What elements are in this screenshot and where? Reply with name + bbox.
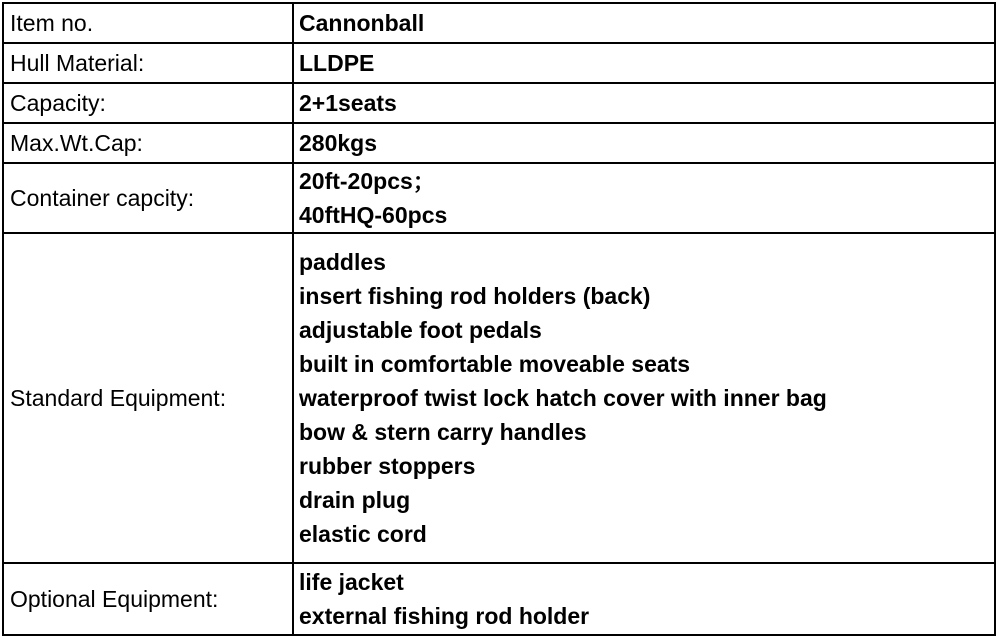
spec-row-hull-material: [3, 43, 995, 83]
row-label: Capacity:: [3, 83, 293, 123]
value-line: rubber stoppers: [299, 453, 476, 479]
row-label: Hull Material:: [3, 43, 293, 83]
value-line: 2+1seats: [299, 90, 397, 116]
value-line: Cannonball: [299, 10, 425, 36]
value-line: 40ftHQ-60pcs: [299, 202, 448, 228]
value-line: 280kgs: [299, 130, 378, 156]
row-value: [293, 83, 995, 123]
row-value: [293, 563, 995, 635]
value-line: external fishing rod holder: [299, 603, 590, 629]
value-line: life jacket: [299, 569, 404, 595]
row-label: Item no.: [3, 3, 293, 43]
value-line: 20ft-20pcs；: [299, 168, 436, 194]
value-line: insert fishing rod holders (back): [299, 283, 651, 309]
row-label: Standard Equipment:: [3, 233, 293, 563]
value-line: built in comfortable moveable seats: [299, 351, 691, 377]
row-value: [293, 233, 995, 563]
spec-row-optional-equipment: [3, 563, 995, 635]
spec-row-container-capacity: [3, 163, 995, 233]
row-label: Max.Wt.Cap:: [3, 123, 293, 163]
value-line: elastic cord: [299, 521, 427, 547]
value-line: adjustable foot pedals: [299, 317, 542, 343]
row-label: Optional Equipment:: [3, 563, 293, 635]
value-line: drain plug: [299, 487, 411, 513]
row-value: [293, 3, 995, 43]
spec-row-item-no: [3, 3, 995, 43]
value-line: waterproof twist lock hatch cover with inner bag: [299, 385, 827, 411]
spec-table: [2, 2, 996, 636]
spec-row-standard-equipment: [3, 233, 995, 563]
value-line: bow & stern carry handles: [299, 419, 587, 445]
row-label: Container capcity:: [3, 163, 293, 233]
spec-row-max-weight: [3, 123, 995, 163]
value-line: LLDPE: [299, 50, 375, 76]
row-value: [293, 123, 995, 163]
value-line: paddles: [299, 249, 386, 275]
spec-row-capacity: [3, 83, 995, 123]
row-value: [293, 163, 995, 233]
row-value: [293, 43, 995, 83]
